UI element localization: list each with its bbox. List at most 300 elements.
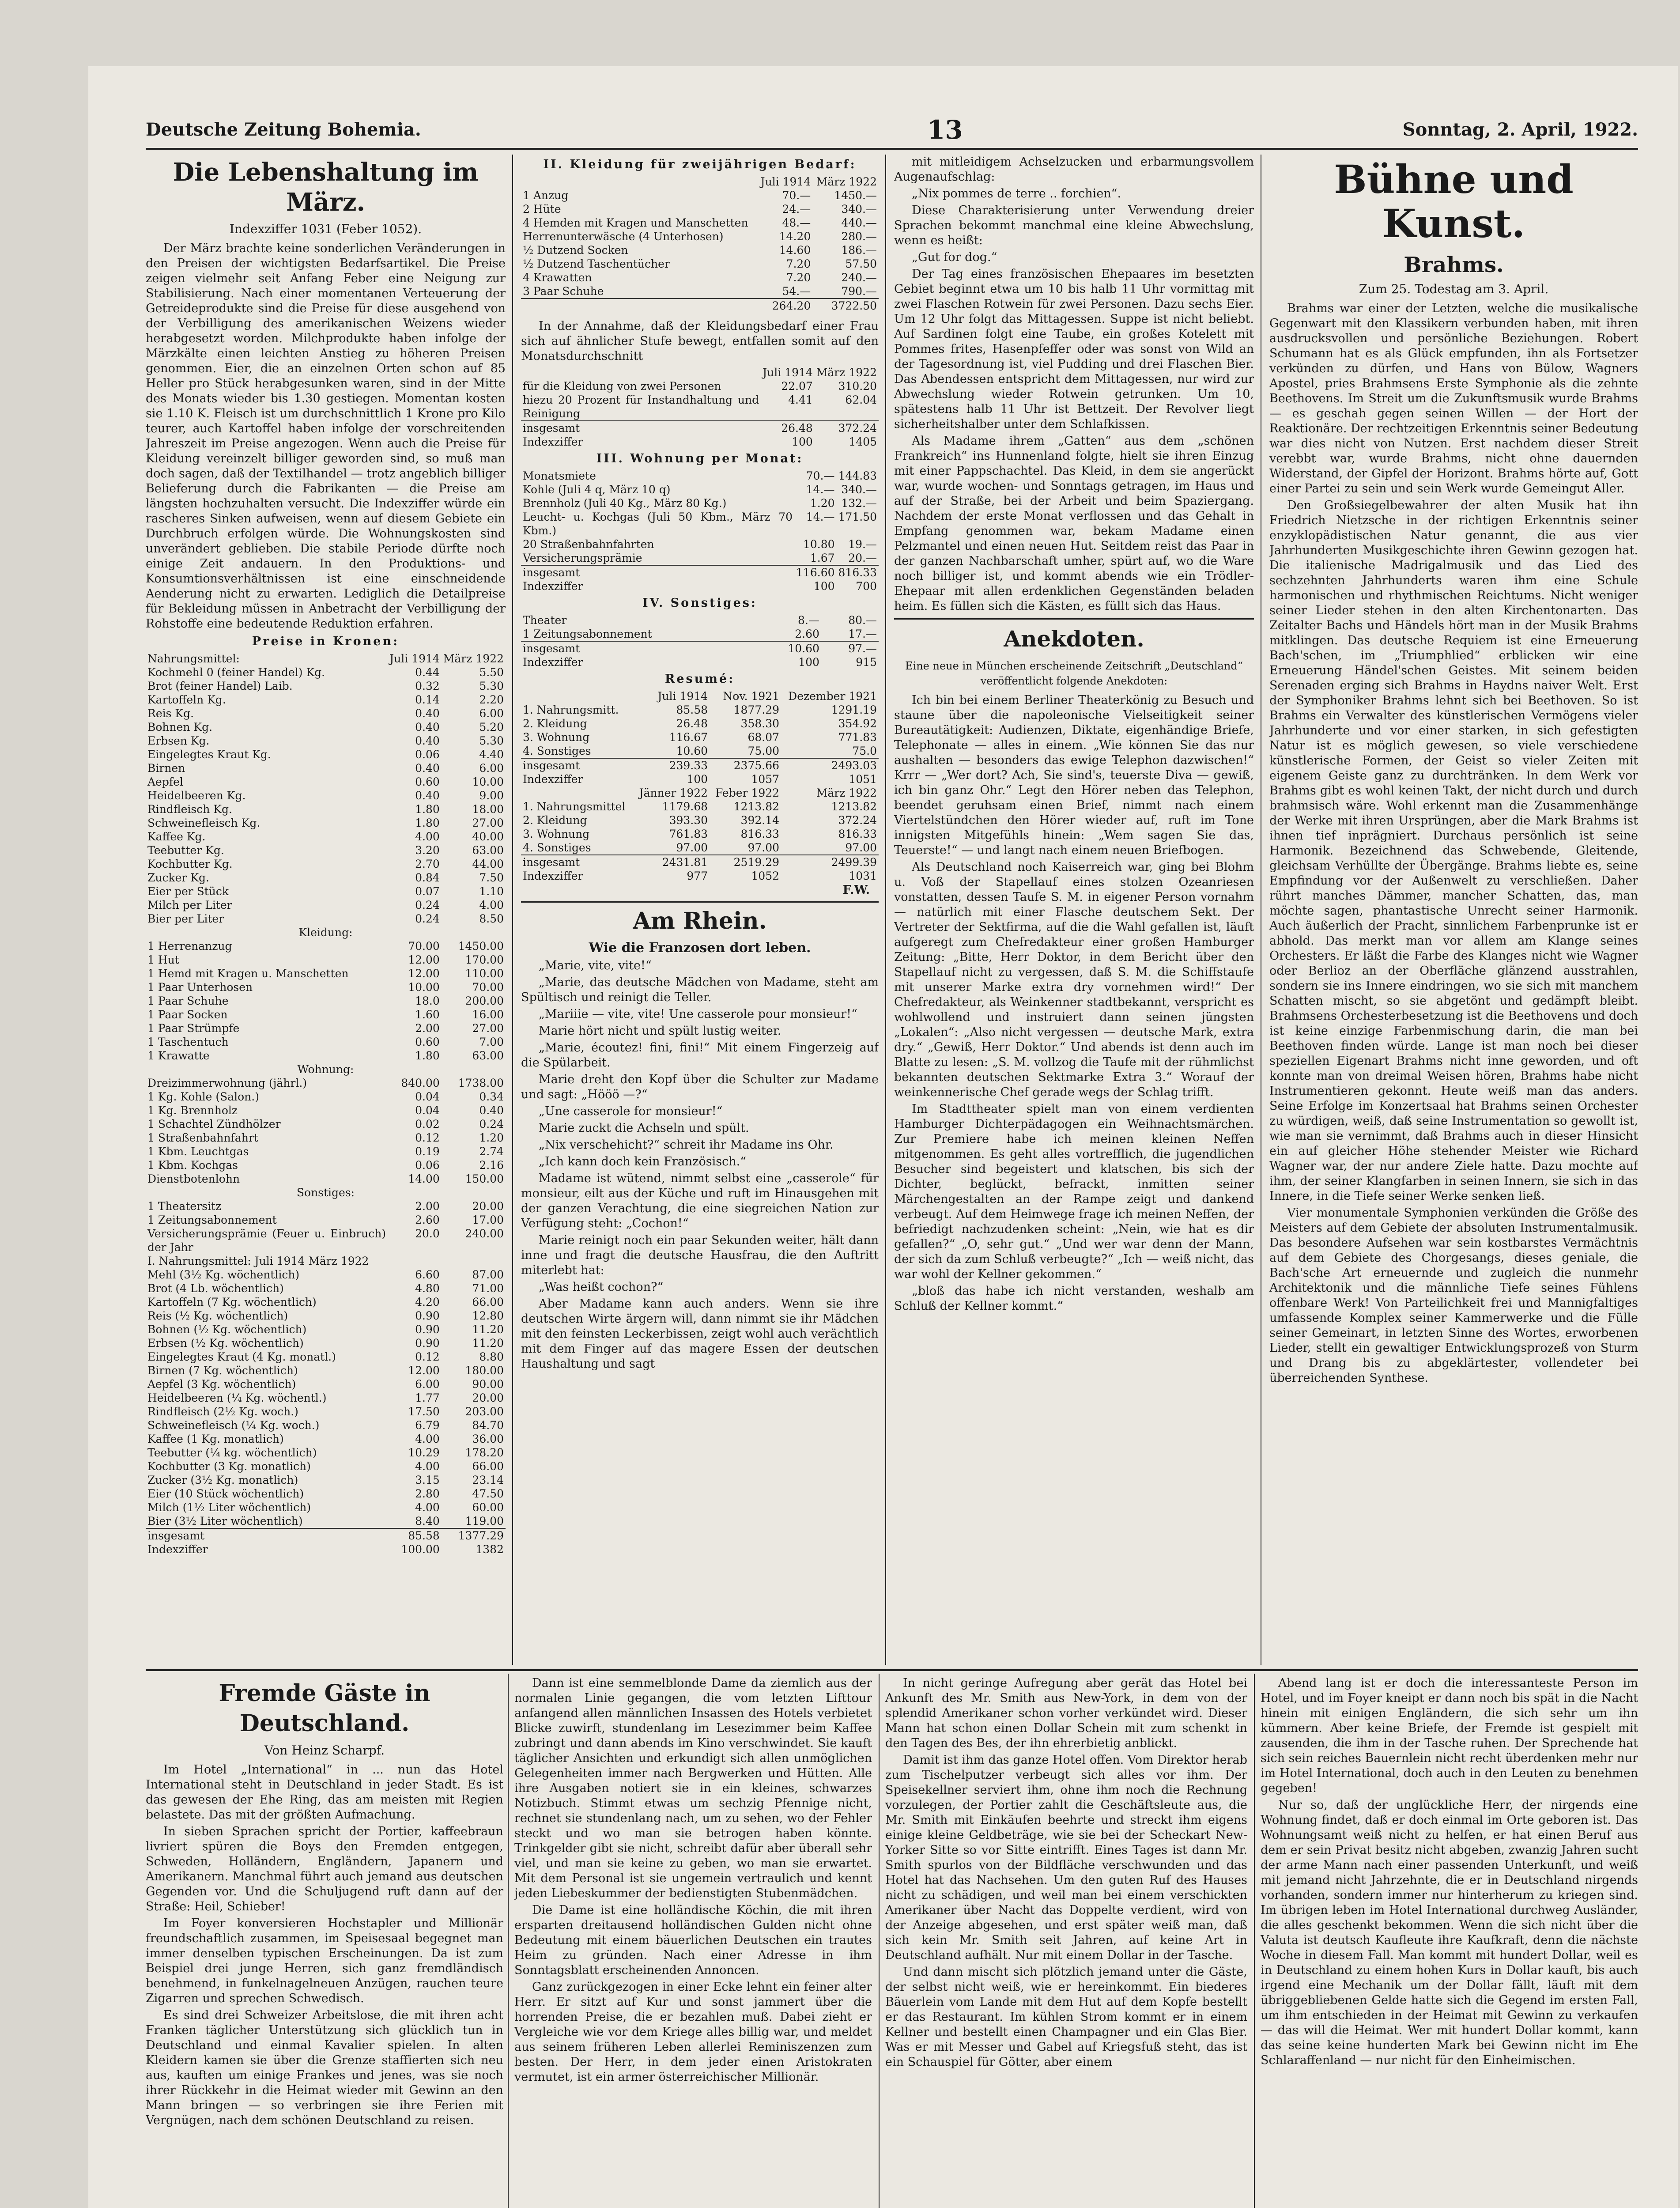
price-cell: 816.33: [740, 828, 780, 840]
price-cell: 2.60: [795, 628, 819, 640]
table-row: [146, 1514, 506, 1528]
section-label: I. Nahrungsmittel: Juli 1914 März 1922: [147, 1255, 369, 1267]
item-label: Kaffee Kg.: [147, 830, 206, 843]
item-label: Bohnen Kg.: [147, 721, 213, 733]
price-cell: 12.00: [408, 953, 440, 966]
table-row: [146, 980, 506, 994]
paragraph: „Une casserole for monsieur!“: [539, 1104, 723, 1118]
item-label: Birnen (7 Kg. wöchentlich): [147, 1364, 298, 1377]
price-cell: 4.80: [415, 1282, 440, 1295]
price-cell: 1291.19: [831, 703, 877, 716]
price-cell: 2.70: [415, 858, 440, 870]
price-cell: 0.24: [415, 912, 440, 925]
column-rule: [879, 1674, 880, 2208]
item-label: Kochbutter (3 Kg. monatlich): [147, 1460, 311, 1473]
item-label: ½ Dutzend Socken: [523, 244, 628, 257]
price-cell: 66.00: [472, 1460, 504, 1473]
item-label: Kohle (Juli 4 q, März 10 q): [523, 483, 671, 496]
price-cell: 75.00: [748, 745, 780, 757]
fremde-author: Von Heinz Scharpf.: [264, 1743, 385, 1758]
price-cell: 1.10: [479, 885, 504, 898]
price-cell: 790.—: [841, 285, 877, 298]
price-cell: 310.20: [838, 380, 877, 393]
price-cell: 60.00: [472, 1501, 504, 1514]
price-cell: 1213.82: [831, 800, 877, 813]
table-row: [146, 1268, 506, 1282]
article-rule: [894, 618, 1254, 620]
newspaper-page: [88, 66, 1678, 2208]
price-cell: 54.—: [782, 285, 811, 298]
paragraph: Damit ist ihm das ganze Hotel offen. Vom Direktor herab zum Tischelputzer verbeugt sich alles vor ihm. Der Speisekellner serviert ihm, ohne ihm noch die Rechnung vorzulegen, der Portier zahlt die Geschäftsleute aus, die Mr. Smith mit Einkäufen beehrte und streckt ihm eigens einige kleine Geldbeträge, wie sie bei der Scheckart New-Yorker Sitte so vor Sitte eintrifft. Eines Tages ist dann Mr. Smith spurlos von der Bildfläche verschwunden und das Hotel hat das Nachsehen. Um den guten Ruf des Hauses nicht zu schädigen, und weil man bei einem verschickten Amerikaner über Nacht das Doppelte verdient, wird von der Anzeige abgesehen, und erst später weiß man, daß sich kein Mr. Smith seit Jahren, auf keine Art in Deutschland aufhält. Nur mit einem Dollar in der Tasche.: [885, 1753, 1247, 1962]
price-cell: 80.—: [848, 614, 877, 627]
middle-column: [521, 155, 879, 1665]
table-row: [146, 1131, 506, 1145]
price-cell: 48.—: [782, 216, 811, 229]
article-title: Die Lebenshaltung im März.: [173, 158, 479, 217]
item-label: Aepfel: [147, 775, 183, 788]
rhein-body: [521, 958, 879, 1372]
price-cell: 14.60: [779, 244, 811, 257]
price-cell: 19.—: [848, 538, 877, 551]
price-cell: 200.00: [465, 994, 504, 1007]
table-row: [521, 744, 879, 758]
table-row: [521, 379, 879, 393]
item-label: 1 Zeitungsabonnement: [147, 1214, 277, 1226]
price-cell: 393.30: [669, 814, 708, 827]
price-cell: 186.—: [841, 244, 877, 257]
table-row: [521, 827, 879, 841]
price-cell: 24.—: [782, 203, 811, 216]
price-cell: 1738.00: [458, 1077, 504, 1089]
price-cell: 1450.00: [458, 940, 504, 953]
item-label: Bier (3½ Liter wöchentlich): [147, 1515, 303, 1527]
price-cell: 372.24: [838, 814, 877, 827]
table-row: [146, 898, 506, 912]
paragraph: In nicht geringe Aufregung aber gerät das Hotel bei Ankunft des Mr. Smith aus New-York, in dem von der splendid Amerikaner schon vorher verkündet wird. Dieser Mann hat schon einen Dollar Schein mit zum schenkt in den Tagen des Bes, der ihn ehrerbietig anblickt.: [885, 1676, 1247, 1750]
paragraph: „Marie, écoutez! fini, fini!“ Mit einem Fingerzeig auf die Spülarbeit.: [521, 1041, 879, 1070]
paragraph: Nur so, daß der unglückliche Herr, der nirgends eine Wohnung findet, daß er doch einmal im Orte geboren ist. Das Wohnungsamt weiß nicht zu helfen, er hat einen Beruf aus dem er sein Privat besitz nicht abgeben, zwanzig Jahren sucht der arme Mann nach einer passenden Unterkunft, und weiß mit jemand nicht Jahrzehnte, die er in Deutschland nirgends vorhanden, sondern immer nur hinterherum zu kriegen sind. Im übrigen leben im Hotel International durchweg Ausländer, die alles geschenkt bekommen. Wenn die sich nicht über die Valuta ist deutsch Kaufleute ihre Kaufkraft, denn die nächste Woche in diesem Fall. Man kommt mit hundert Dollar, weil es in Deutschland zu einem hohen Kurs in Dollar kauft, bis auch irgend eine Mechanik um der Dollar fällt, läuft mit dem übriggebliebenen Gelde hatte sich die Gegend im ersten Fall, um ihm entschieden in der Heimat mit Gewinn zu verkaufen — das will die Heimat. Wer mit hundert Dollar kommt, kann das seine keine hunderten Mark bei Gewinn nicht im Ehe Schlaraffenland — nur nicht für den Einheimischen.: [1261, 1798, 1638, 2067]
section-label: Nahrungsmittel:: [147, 652, 240, 665]
price-cell: 7.20: [786, 271, 811, 284]
price-cell: 0.19: [415, 1145, 440, 1158]
price-cell: 0.40: [415, 762, 440, 775]
price-cell: 6.79: [415, 1419, 440, 1432]
price-cell: 18.00: [472, 803, 504, 816]
item-label: Kartoffeln (7 Kg. wöchentlich): [147, 1296, 317, 1308]
table-row: [146, 967, 506, 980]
table-row: [521, 271, 879, 284]
rhein-continuation: [894, 155, 1254, 614]
price-cell: 7.20: [786, 257, 811, 270]
table-row: [521, 613, 879, 627]
price-cell: 2.00: [415, 1022, 440, 1035]
item-label: 1 Schachtel Zündhölzer: [147, 1118, 281, 1130]
paragraph: Marie hört nicht und spült lustig weiter.: [539, 1024, 781, 1038]
table-row: [146, 665, 506, 679]
paragraph: Aber Madame kann auch anders. Wenn sie ihre deutschen Wirte ärgern will, dann nimmt sie ihr Mädchen mit den feinsten Leckerbissen, zeigt wohl auch verächtlich mit dem Finger auf das magere Essen der deutschen Haushaltung und sagt: [521, 1297, 879, 1371]
price-cell: 6.00: [479, 762, 504, 775]
price-cell: 4.00: [415, 1501, 440, 1514]
fremde-col-2: [514, 1676, 872, 2208]
price-cell: 240.—: [841, 271, 877, 284]
price-cell: 7.00: [479, 1036, 504, 1048]
price-cell: 8.—: [798, 614, 819, 627]
price-cell: 0.14: [415, 693, 440, 706]
wohnung-table: Monatsmiete 70.— 144.83 Kohle (Juli 4 q, März 10 q) 14.— 340.— Brennholz (Juli 40 Kg., März 80 Kg.) 1.20 132.— Leucht- u. Kochgas (Juli 50 Kbm., März 70 Kbm.) 14.— 171.50 20 Straßenbahnfahrten 10.80 19.— Versicherungsprämie 1.67 20.— insgesamt 116.60 816.33 Indexziffer 100 700: [521, 469, 879, 593]
item-label: Schweinefleisch Kg.: [147, 817, 260, 829]
price-cell: 0.40: [415, 707, 440, 720]
price-cell: 18.0: [415, 994, 440, 1007]
price-cell: 4.20: [415, 1296, 440, 1308]
table-row: [521, 841, 879, 855]
price-cell: 87.00: [472, 1268, 504, 1281]
fremde-body: [146, 1762, 503, 2128]
price-cell: 10.00: [472, 775, 504, 788]
price-cell: 116.67: [669, 731, 708, 744]
item-label: Brot (4 Lb. wöchentlich): [147, 1282, 284, 1295]
price-cell: 6.00: [415, 1378, 440, 1391]
price-cell: 27.00: [472, 1022, 504, 1035]
price-cell: 171.50: [838, 510, 877, 523]
table-row: [146, 1432, 506, 1446]
table-row: [146, 1282, 506, 1295]
table-row: [521, 284, 879, 299]
price-cell: 20.0: [415, 1227, 440, 1240]
table-row: [146, 720, 506, 734]
price-cell: 8.80: [479, 1350, 504, 1363]
table-row: [146, 775, 506, 789]
price-cell: 119.00: [465, 1515, 504, 1527]
table-row: [146, 1459, 506, 1473]
paragraph: Die Dame ist eine holländische Köchin, die mit ihren ersparten dreitausend holländischen Gulden nicht ohne Bedeutung mit einem bäuerlichen Deutschen ein trautes Heim zu gründen. Nach einer Adresse in ihm Sonntagsblatt erscheinenden Annoncen.: [514, 1903, 872, 1977]
item-label: 1 Paar Schuhe: [147, 994, 229, 1007]
paragraph: Brahms war einer der Letzten, welche die musikalische Gegenwart mit den Klassikern verbunden haben, mit ihren ausdrucksvollen und persönliche Beziehungen. Robert Schumann hat es als Glück empfunden, ihn als Fortsetzer verkünden zu dürfen, und Hans von Bülow, Wagners Apostel, pries Brahmsens Erste Symphonie als die zehnte Beethovens. Im Streit um die Zukunftsmusik wurde Brahms — es geschah gegen seinen Willen — der Hort der Reaktionäre. Der rechtzeitigen Erkenntnis seiner Bedeutung war dies nicht von Nutzen. Erst nachdem dieser Streit verebbt war, wurde Brahms, nicht ohne dauernden Widerstand, der Gipfel der Horizont. Brahms hörte auf, Gott einer Partei zu sein und sein Werk wurde Gemeingut Aller.: [1269, 302, 1638, 495]
item-label: Erbsen Kg.: [147, 734, 210, 747]
paragraph: „Nix verschehicht?“ schreit ihr Madame ins Ohr.: [539, 1138, 834, 1152]
table-row: [146, 1487, 506, 1501]
lebenshaltung-article: [146, 155, 506, 1665]
price-cell: 4.00: [479, 899, 504, 911]
item-label: 1 Krawatte: [147, 1049, 210, 1062]
paragraph: mit mitleidigem Achselzucken und erbarmungsvollem Augenaufschlag:: [894, 155, 1254, 184]
price-cell: 0.12: [415, 1350, 440, 1363]
price-cell: 36.00: [472, 1433, 504, 1445]
item-label: 1 Hemd mit Kragen u. Manschetten: [147, 967, 349, 980]
table-row: [146, 679, 506, 693]
price-cell: 1.77: [415, 1391, 440, 1404]
price-cell: 2.16: [479, 1159, 504, 1172]
table-row: [146, 1309, 506, 1323]
item-label: Eier per Stück: [147, 885, 229, 898]
item-label: 1 Herrenanzug: [147, 940, 232, 953]
price-cell: 440.—: [841, 216, 877, 229]
sonst-table: Theater 8.— 80.— 1 Zeitungsabonnement 2.60 17.— insgesamt 10.60 97.— Indexziffer 100 915: [521, 613, 879, 669]
item-label: Bier per Liter: [147, 912, 224, 925]
table-row: [146, 843, 506, 857]
price-cell: 340.—: [841, 483, 877, 496]
table-row: [146, 1049, 506, 1062]
price-cell: 816.33: [838, 828, 877, 840]
item-label: Kartoffeln Kg.: [147, 693, 226, 706]
table-row: [146, 789, 506, 802]
price-cell: 10.00: [408, 981, 440, 994]
table-row: [146, 871, 506, 885]
column-rule: [512, 155, 513, 1665]
price-cell: 1.80: [415, 1049, 440, 1062]
table-row: [521, 627, 879, 641]
table-row: [146, 939, 506, 953]
price-cell: 1.67: [810, 552, 835, 564]
item-label: Heidelbeeren Kg.: [147, 789, 246, 802]
fremde-body: [1261, 1676, 1638, 2068]
col-header: Juli 1914: [389, 652, 440, 665]
price-cell: 1.60: [415, 1008, 440, 1021]
table-row: [146, 1377, 506, 1391]
fremde-col-4: [1261, 1676, 1638, 2208]
table-row: [146, 761, 506, 775]
price-cell: 6.00: [479, 707, 504, 720]
price-cell: 178.20: [465, 1446, 504, 1459]
table-row: [146, 816, 506, 830]
price-cell: 0.02: [415, 1118, 440, 1130]
table-row: [146, 1405, 506, 1418]
paragraph: Marie dreht den Kopf über die Schulter zur Madame und sagt: „Hööö —?“: [521, 1073, 879, 1101]
section-label: III. Wohnung per Monat:: [596, 452, 804, 465]
price-cell: 144.83: [838, 469, 877, 482]
price-cell: 3.20: [415, 844, 440, 857]
table-row: [521, 189, 879, 202]
price-cell: 1213.82: [733, 800, 780, 813]
paper-name: Deutsche Zeitung Bohemia.: [146, 119, 421, 140]
price-cell: 4.00: [415, 1460, 440, 1473]
item-label: 1 Paar Socken: [147, 1008, 228, 1021]
page-number: 13: [927, 115, 963, 145]
item-label: Reis Kg.: [147, 707, 194, 720]
item-label: Erbsen (½ Kg. wöchentlich): [147, 1337, 304, 1350]
item-label: 20 Straßenbahnfahrten: [523, 538, 654, 551]
item-label: 1 Kg. Brennholz: [147, 1104, 238, 1117]
price-cell: 1877.29: [733, 703, 780, 716]
fremde-col-3: [885, 1676, 1247, 2208]
paragraph: Abend lang ist er doch die interessanteste Person im Hotel, und im Foyer kneipt er dann noch bis spät in die Nacht hinein mit einigen Engländern, die sich sehr um ihn kümmern. Aber keine Briefe, der Fremde ist gespielt mit zausenden, die ihm in der Tasche ruhen. Der Sprechende hat sich sein reiches Bauernlein nicht recht überdenken mehr nur im Hotel International, doch auch in den Leuten zu benehmen gegeben!: [1261, 1676, 1638, 1795]
price-cell: 4.00: [415, 1433, 440, 1445]
price-cell: 14.—: [806, 483, 835, 496]
paragraph: Und dann mischt sich plötzlich jemand unter die Gäste, der selbst nicht weiß, wie er hereinkommt. Ein biederes Bäuerlein vom Lande mit dem Hut auf dem Kopfe bestellt er das Restaurant. Im kühlen Strom kommt er in einem Kellner und bestellt einen Champagner und ein Glas Bier. Was er mit Messer und Gabel auf Kriegsfuß steht, das ist ein Schauspiel für Götter, aber einem: [885, 1965, 1247, 2069]
price-cell: 23.14: [472, 1474, 504, 1486]
item-label: Zucker Kg.: [147, 871, 209, 884]
price-cell: 20.00: [472, 1391, 504, 1404]
item-label: Monatsmiete: [523, 469, 596, 482]
paragraph: Im Foyer konversieren Hochstapler und Millionär freundschaftlich zusammen, im Speisesaal begegnet man immer denselben typischen Erscheinungen. Da ist zum Beispiel drei junge Herren, sich ganz fremdländisch benehmend, in funkelnagelneuen Anzügen, rauchen teure Zigarren und sprechen Schwedisch.: [146, 1917, 503, 2005]
price-cell: 0.40: [479, 1104, 504, 1117]
brahms-subline: Zum 25. Todestag am 3. April.: [1359, 282, 1549, 296]
price-cell: 0.06: [415, 748, 440, 761]
price-cell: 0.24: [415, 899, 440, 911]
price-cell: 0.60: [415, 1036, 440, 1048]
item-label: Heidelbeeren (¼ Kg. wöchentl.): [147, 1391, 327, 1404]
item-label: für die Kleidung von zwei Personen: [523, 380, 721, 393]
price-cell: 57.50: [845, 257, 877, 270]
price-cell: 2.80: [415, 1487, 440, 1500]
resume-table: Juli 1914 Nov. 1921 Dezember 1921 1. Nahrungsmitt. 85.58 1877.29 1291.19 2. Kleidung 26.48 358.30 354.92 3. Wohnung 116.67 68.07 771.83 4. Sonstiges 10.60 75.00 75.0 insgesamt 239.33 2375.66 2493.03 Indexziffer 100 1057 1051 Jänner 1922 Feber 1922 März 1922 1. Nahrungsmittel 1179.68 1213.82 1213.82 2. Kleidung 393.30 392.14 372.24 3. Wohnung 761.83 816.33 816.33 4. Sonstiges 97.00 97.00 97.00 insgesamt 2431.81 2519.29 2499.39 Indexziffer 977 1052 1031: [521, 689, 879, 883]
rhein-subtitle: Wie die Franzosen dort leben.: [589, 940, 811, 956]
item-label: Rindfleisch Kg.: [147, 803, 232, 816]
table-row: [521, 551, 879, 565]
table-row: [146, 1350, 506, 1364]
price-cell: 0.12: [415, 1131, 440, 1144]
table-row: [146, 1418, 506, 1432]
price-cell: 16.00: [472, 1008, 504, 1021]
item-label: 1 Kbm. Leuchtgas: [147, 1145, 249, 1158]
paragraph: Als Madame ihrem „Gatten“ aus dem „schönen Frankreich“ ins Hunnenland folgte, hielt sie ihren Einzug mit einer Pappschachtel. Das Kleid, in dem sie angerückt war, wurde wochen- und Sonntags getragen, im Haus und auf der Straße, bei der Arbeit und beim Spaziergang. Nachdem der erste Monat verflossen und das Gehalt in Empfang genommen war, bekam Madame einen Pelzmantel und einen neuen Hut. Seitdem reist das Paar in der ganzen Nachbarschaft umher, spürt auf, wo die Ware noch billiger ist, und kommt abends wie ein Trödler-Ehepaar mit allen erdenklichen Gegenständen beladen heim. Es füllen sich die Kästen, es füllt sich das Haus.: [894, 434, 1254, 613]
item-label: Kochmehl 0 (feiner Handel) Kg.: [147, 666, 325, 679]
table-row: [146, 885, 506, 898]
article-body: Der März brachte keine sonderlichen Veränderungen in den Preisen der wichtigsten Bedarfsartikel. Die Preise zeigen vielmehr seit Anfang Feber eine Neigung zur Stabilisierung. Nach einer momentanen Verteuerung der Getreideprodukte sind die Preise für diese ausgehend von der Verbilligung des amerikanischen Weizens wieder herabgesetzt worden. Milchprodukte haben infolge der Märzkälte einen leichten Anstieg zu höheren Preisen genommen. Eier, die an einzelnen Orten schon auf 85 Heller pro Stück herabgesunken waren, sind in der Mitte des Monats wieder bis 1.30 gestiegen. Momentan kosten sie 1.10 K. Fleisch ist um durchschnittlich 1 Krone pro Kilo teurer, auch Kartoffel haben infolge der vorschreitenden Jahreszeit im Preise angezogen. Wenn auch die Preise für Kleidung vereinzelt billiger geworden sind, so muß man doch sagen, daß der Textilhandel — trotz angeblich billiger Belieferung durch die Fabrikanten — die Preise am längsten hochzuhalten versucht. Die Indexziffer würde ein rascheres Sinken aufweisen, wenn auf diesem Gebiete ein Durchbruch erfolgen würde. Die Wohnungskosten sind unverändert geblieben. Die stabile Periode dürfte noch einige Zeit andauern. In den Produktions- und Konsumtionsverhältnissen ist eine einschneidende Aenderung nicht zu erwarten. Lediglich die Detailpreise für Bekleidung müssen in Anbetracht der Verbilligung der Rohstoffe eine bedeutende Reduktion erfahren.: [146, 242, 506, 631]
item-label: Zucker (3½ Kg. monatlich): [147, 1474, 298, 1486]
table-row: [146, 912, 506, 926]
price-cell: 0.44: [415, 666, 440, 679]
price-cell: 4.41: [788, 393, 813, 406]
item-label: Bohnen (½ Kg. wöchentlich): [147, 1323, 307, 1336]
price-cell: 17.00: [472, 1214, 504, 1226]
price-cell: 0.60: [415, 775, 440, 788]
page-header: [146, 115, 1638, 146]
price-cell: 97.00: [845, 841, 877, 854]
item-label: 1 Kbm. Kochgas: [147, 1159, 238, 1172]
price-cell: 10.80: [803, 538, 835, 551]
price-cell: 2.20: [479, 693, 504, 706]
table-row: [146, 1213, 506, 1227]
item-label: 1 Kg. Kohle (Salon.): [147, 1090, 259, 1103]
price-cell: 70.—: [806, 469, 835, 482]
item-label: Versicherungsprämie: [523, 552, 642, 564]
fremde-col-1: [146, 1676, 503, 2208]
price-cell: 8.50: [479, 912, 504, 925]
table-row: [146, 1446, 506, 1459]
price-cell: 5.30: [479, 680, 504, 692]
paragraph: Den Großsiegelbewahrer der alten Musik hat ihn Friedrich Nietzsche in der richtigen Erkenntnis seiner enzyklopädistischen Natur genannt, die aus vier Jahrhunderten Musikgeschichte ihren Gewinn gezogen hat. Die italienische Madrigalmusik und das Lied des sechzehnten Jahrhunderts waren ihm eine Schule harmonischen und rhythmischen Reichtums. Nicht weniger seiner Lieder stehen in den alten Kirchentonarten. Das Zeitalter Bachs und Händels hört man in der Musik Brahms mitklingen. Das deutsche Requiem ist eine Erneuerung Bach'schen, im „Triumphlied“ erblicken wir eine Erneuerung Händel'schen Geistes. Mit seinem beiden Serenaden erging sich Brahms in Haydns naiver Welt. Erst der Symphoniker Brahms lehnt sich bei Beethoven. So ist Brahms ein Verwalter des künstlerischen Vermögens vieler Jahrhunderte und vor einer starken, in sich gefestigten Natur ist es möglich gewesen, so viele verschiedene künstlerische Formen, der Geist so vieler Zeiten mit eigenem Geiste ganz zu durchtränken. In dem Werk vor Brahms gibt es wohl keinen Takt, der nicht durch und durch brahmsisch wäre. Wohl erkennt man die Zusammenhänge der Werke mit ihren Ursprüngen, aber die Mark Brahms ist ihnen tief inprägniert. Durchaus persönlich ist seine Harmonik. Bezeichnend das Schwebende, Gleitende, gleichsam Verhüllte der Übergänge. Brahms liebte es, seine Empfindung vor der Außenwelt zu verschließen. Daher rührt manches Dämmer, mancher Schatten, das, man möchte sagen, phantastische Unrecht seiner Harmonik. Auch äußerlich der Pracht, sinnlichem Farbenprunke ist er abhold. Das merkt man vor allem am Klange seines Orchesters. Er läßt die Farbe des Klanges nicht wie Wagner oder Berlioz an der Oberfläche glänzend ausstrahlen, sondern sie ins Innere eindringen, wo sie sich mit manchem Schatten mischt, so sie abgetönt und gedämpft bleibt. Brahmsens Orchesterbesetzung ist die Beethovens und doch ist keine einzige Farbenmischung darin, die man bei Beethoven finden würde. Lange ist man noch bei dieser speziellen Eigenart Brahms nicht inne geworden, und oft konnte man von dreimal Weisen hören, Brahms habe nicht Instrumentieren gekonnt. Heute weiß man das anders. Seine Erfolge im Konzertsaal hat Brahms seinen Orchester zu würdigen, weiß, daß seine Instrumentation so gewollt ist, wie man sie vernimmt, daß Brahms auch in dieser Hinsicht ein auf gleicher Höhe stehender Meister wie Richard Wagner war, der nur andere Ziele hatte. Dazu mochte auf ihm, der seiner Klangfarben in seinen Innern, sie sich in das Innere, in die Tiefe seiner Werke senken ließ.: [1269, 499, 1638, 1203]
table-row: [521, 800, 879, 813]
price-cell: 7.50: [479, 871, 504, 884]
price-cell: 0.04: [415, 1104, 440, 1117]
item-label: Dreizimmerwohnung (jährl.): [147, 1077, 307, 1089]
table-row: [146, 1158, 506, 1172]
item-label: Theater: [523, 614, 567, 627]
paragraph: „bloß das habe ich nicht verstanden, weshalb am Schluß der Kellner kommt.“: [894, 1284, 1254, 1313]
table-row: [146, 1473, 506, 1487]
kleidung-table: Juli 1914 März 1922 1 Anzug 70.— 1450.— 2 Hüte 24.— 340.— 4 Hemden mit Kragen und Manschetten 48.— 440.— Herrenunterwäsche (4 Unterhosen) 14.20 280.— ½ Dutzend Socken 14.60 186.— ½ Dutzend Taschentücher 7.20 57.50 4 Krawatten 7.20 240.— 3 Paar Schuhe 54.— 790.— 264.20 3722.50: [521, 175, 879, 313]
table-row: [521, 717, 879, 730]
paragraph: Dann ist eine semmelblonde Dame da ziemlich aus der normalen Linie gegangen, die vom letzten Lifttour anfangend allen männlichen Insassen des Hotels verbietet Blicke zuwirft, stundenlang im Lesezimmer beim Kaffee zubringt und dann abends im Kino verschwindet. Sie kauft täglicher Ansichten und erkundigt sich allen unmöglichen Gelegenheiten immer nach Bergwerken und Hütten. Alle ihre Ausgaben notiert sie in ein kleines, schwarzes Notizbuch. Stimmt etwas um sechzig Pfennige nicht, rechnet sie stundenlang nach, um zu sehen, wo der Fehler steckt und wo man sie betrogen haben könnte. Trinkgelder gibt sie nicht, schreibt dafür aber überall sehr viel, und man sie keine zu geben, wo man sie erwartet. Mit dem Personal ist sie ungemein vertraulich und kennt jeden Liebeskummer der bedienstigten Stubenmädchen.: [514, 1676, 872, 1900]
price-cell: 20.00: [472, 1200, 504, 1213]
section-label: Sonstiges:: [296, 1186, 355, 1199]
price-cell: 97.00: [676, 841, 708, 854]
paragraph: Als Deutschland noch Kaiserreich war, ging bei Blohm u. Voß der Stapellauf eines stolzen Ozeanriesen vonstatten, dessen Taufe S. M. in eigener Person vornahm — natürlich mit einer Flasche deutschem Sekt. Der Vertreter der Sektfirma, auf die die Wahl gefallen ist, läuft aufgeregt zum Chefredakteur einer großen Hamburger Zeitung: „Bitte, Herr Doktor, in dem Bericht über den Stapellauf nicht zu vergessen, daß S. M. die Schiffstaufe mit unserer Marke extra dry vornehmen wird!“ Der Chefredakteur, als Weinkenner stadtbekannt, verspricht es wohlwollend und instruiert dann seinen jüngsten „Lokalen“: „Also nicht vergessen — deutsche Mark, extra dry.“ „Gewiß, Herr Doktor.“ Und abends ist denn auch im Blatte zu lesen: „S. M. vollzog die Taufe mit der rühmlichst bekannten deutschen Sektmarke Extra 3.“ Worauf der weinkennerische Chef gerade wegs der Schlag trifft.: [894, 860, 1254, 1099]
item-label: 1 Taschentuch: [147, 1036, 229, 1048]
price-cell: 110.00: [465, 967, 504, 980]
buehne-title: Bühne und Kunst.: [1334, 156, 1574, 246]
table-row: [521, 537, 879, 551]
paragraph: Vier monumentale Symphonien verkünden die Größe des Meisters auf dem Gebiete der absoluten Instrumentalmusik. Das besondere Aufsehen war sein kostbarstes Vermächtnis auf dem Gebiete des Chorgesangs, dieses geniale, die Bach'sche Art erneuernde und zugleich die nunmehr Architektonik und die männliche Tiefe seines Fühlens offenbare Werk! Von Parteilichkeit frei und Mannigfaltiges umfassende Komplex seiner Kammerwerke und die Fülle seiner Gemeinart, in letzten Sinne des Wortes, erworbenen Lieder, stellt ein gewaltiger Entwicklungsprozeß von Sturm und Drang bis zu abgeklärtester, vollendeter bei überreichenden Synthese.: [1269, 1206, 1638, 1385]
paragraph: Madame ist wütend, nimmt selbst eine „casserole“ für monsieur, eilt aus der Küche und ruft im Hinausgehen mit der ganzen Verachtung, die eine siegreichen Nation zur Verfügung steht: „Cochon!“: [521, 1172, 879, 1230]
table-row: [146, 1199, 506, 1213]
price-cell: 47.50: [472, 1487, 504, 1500]
price-cell: 771.83: [838, 731, 877, 744]
section-label: Wohnung:: [297, 1063, 354, 1076]
item-label: Rindfleisch (2½ Kg. woch.): [147, 1405, 298, 1418]
price-cell: 0.40: [415, 721, 440, 733]
paragraph: Im Stadttheater spielt man von einem verdienten Hamburger Dichterpädagogen ein Weihnachtsmärchen. Zur Premiere habe ich meinen kleinen Neffen mitgenommen. Es geht alles vortrefflich, die jugendlichen Besucher sind begeistert und klatschen, bis sich der Dichter, beglückt, befrackt, inmitten seiner Märchengestalten an der Rampe zeigt und dankend verbeugt. Auf dem Heimwege frage ich meinen Neffen, der befriedigt nachzudenken scheint: „Nein, wie hat es dir gefallen?“ „O, sehr gut.“ „Und wer war denn der Mann, der sich da zum Schluß verbeugte?“ „Ich — weiß nicht, das war wohl der Kellner gekommen.“: [894, 1102, 1254, 1281]
paragraph: „Gut for dog.“: [912, 250, 997, 264]
item-label: 2. Kleidung: [523, 814, 587, 827]
price-cell: 97.00: [748, 841, 780, 854]
item-label: 1 Paar Unterhosen: [147, 981, 253, 994]
price-cell: 0.90: [415, 1309, 440, 1322]
price-cell: 75.0: [852, 745, 877, 757]
price-cell: 280.—: [841, 230, 877, 243]
price-cell: 14.—: [806, 510, 835, 523]
price-cell: 203.00: [465, 1405, 504, 1418]
item-label: 1 Hut: [147, 953, 179, 966]
paragraph: Ich bin bei einem Berliner Theaterkönig zu Besuch und staune über die napoleonische Vielseitigkeit seiner Bureautätigkeit: Audienzen, Diktate, eigenhändige Briefe, Telephonate — alles in einem. „Wie können Sie das nur aushalten — besonders das ewige Telephon dazwischen!“ Krrr — „Wer dort? Ach, Sie sind's, teuerste Diva — gewiß, ich bin ganz Ohr.“ Legt den Hörer neben das Telephon, beendet geruhsam einen Brief, nimmt nach einem Viertelstündchen den Hörer wieder auf, ruft im Tone innigsten Mitgefühls hinein: „Wem sagen Sie das, Teuerste!“ — und langt nach einem neuen Briefbogen.: [894, 693, 1254, 857]
item-label: 1 Zeitungsabonnement: [523, 628, 652, 640]
fremde-body: [514, 1676, 872, 2085]
fremde-title: Fremde Gäste in Deutschland.: [219, 1680, 430, 1737]
col-header: März 1922: [443, 652, 504, 665]
item-label: Milch (1½ Liter wöchentlich): [147, 1501, 311, 1514]
table-row: [146, 857, 506, 871]
table-row: [146, 1076, 506, 1090]
price-cell: 20.—: [848, 552, 877, 564]
price-cell: 0.34: [479, 1090, 504, 1103]
price-cell: 0.04: [415, 1090, 440, 1103]
price-cell: 26.48: [676, 717, 708, 730]
brahms-title: Brahms.: [1404, 253, 1504, 277]
item-label: Mehl (3½ Kg. wöchentlich): [147, 1268, 300, 1281]
table-row: [521, 496, 879, 510]
item-label: Eier (10 Stück wöchentlich): [147, 1487, 304, 1500]
item-label: Birnen: [147, 762, 185, 775]
paragraph: „Marie, das deutsche Mädchen von Madame, steht am Spültisch und reinigt die Teller.: [521, 975, 879, 1004]
price-cell: 1450.—: [834, 189, 877, 202]
price-cell: 0.40: [415, 734, 440, 747]
price-cell: 66.00: [472, 1296, 504, 1308]
item-label: Teebutter (¼ kg. wöchentlich): [147, 1446, 317, 1459]
paragraph: Ganz zurückgezogen in einer Ecke lehnt ein feiner alter Herr. Er sitzt auf Kur und sonst jammert über die horrenden Preise, die er bezahlen muß. Dabei zieht er Vergleiche wie vor dem Kriege alles billig war, und meldet aus seinem früheren Leben allerlei Reminiszenzen zum besten. Der Herr, in dem jeder einen Aristokraten vermutet, ist ein armer österreichischer Millionär.: [514, 1980, 872, 2084]
price-cell: 4.00: [415, 830, 440, 843]
table-row: [521, 216, 879, 230]
item-label: 1. Nahrungsmittel: [523, 800, 626, 813]
price-cell: 70.—: [782, 189, 811, 202]
issue-date: Sonntag, 2. April, 1922.: [1402, 119, 1638, 140]
paragraph: Marie reinigt noch ein paar Sekunden weiter, hält dann inne und fragt die deutsche Hausfrau, die den Auftritt miterlebt hat:: [521, 1233, 879, 1277]
price-cell: 14.00: [408, 1172, 440, 1185]
buehne-article: [1269, 155, 1638, 1665]
table-row: [146, 1323, 506, 1336]
table-row: [521, 730, 879, 744]
table-row: [146, 748, 506, 761]
price-cell: 180.00: [465, 1364, 504, 1377]
price-cell: 132.—: [841, 497, 877, 510]
item-label: Aepfel (3 Kg. wöchentlich): [147, 1378, 296, 1391]
table-row: [146, 1172, 506, 1186]
table-row: [146, 1391, 506, 1405]
paragraph: „Mariiie — vite, vite! Une casserole pour monsieur!“: [539, 1007, 857, 1021]
column-rule: [885, 155, 886, 1665]
item-label: Kochbutter Kg.: [147, 858, 233, 870]
price-cell: 10.60: [676, 745, 708, 757]
item-label: Dienstbotenlohn: [147, 1172, 240, 1185]
